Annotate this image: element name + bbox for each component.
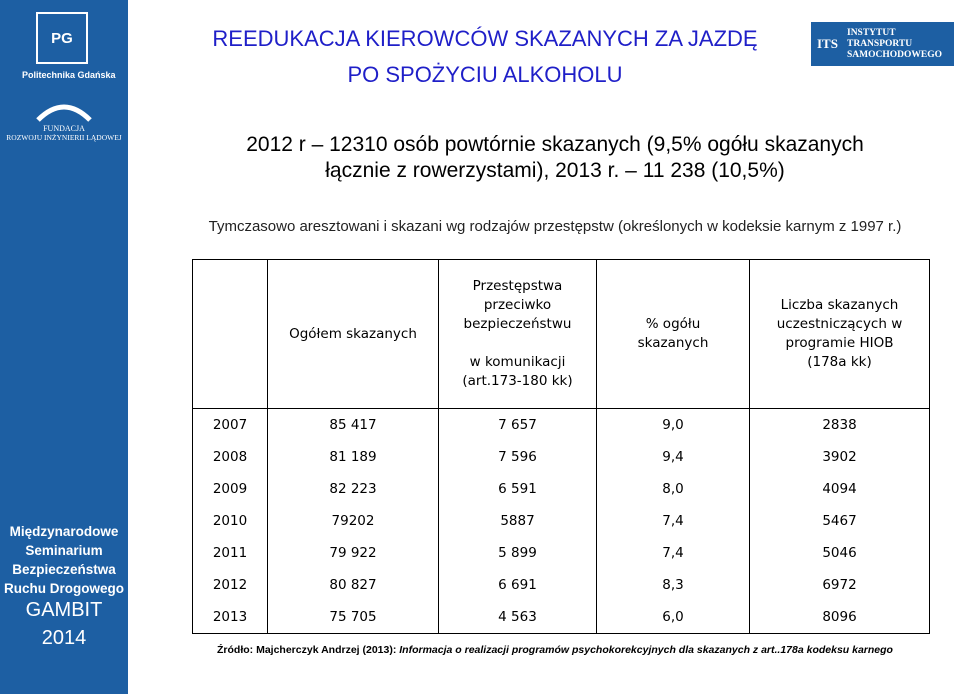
- table-caption: Tymczasowo aresztowani i skazani wg rodzajów przestępstw (określonych w kodeksie karnym z 1997 r.): [208, 218, 902, 235]
- header-crimes-line: bezpieczeństwu: [463, 316, 572, 332]
- header-crimes-line: (art.173-180 kk): [462, 373, 573, 389]
- table-row: [193, 601, 930, 634]
- seminar-line: Bezpieczeństwa: [12, 562, 116, 577]
- header-year: [193, 260, 268, 409]
- cell-year: 2013: [193, 601, 268, 634]
- cell-total: 82 223: [268, 473, 439, 505]
- cell-hiob: 3902: [750, 441, 930, 473]
- cell-crimes: 5887: [439, 505, 597, 537]
- seminar-line: Seminarium: [25, 543, 103, 558]
- foundation-arc-icon: [34, 100, 94, 122]
- cell-year: 2012: [193, 569, 268, 601]
- cell-total: 79 922: [268, 537, 439, 569]
- cell-percent: 8,3: [597, 569, 750, 601]
- cell-hiob: 2838: [750, 409, 930, 442]
- cell-percent: 8,0: [597, 473, 750, 505]
- pg-logo-caption: Politechnika Gdańska: [22, 70, 116, 80]
- cell-year: 2008: [193, 441, 268, 473]
- cell-total: 79202: [268, 505, 439, 537]
- its-mark-icon: ITS: [817, 36, 838, 51]
- cell-percent: 7,4: [597, 505, 750, 537]
- table-row: [193, 441, 930, 473]
- headline-line1: 2012 r – 12310 osób powtórnie skazanych (9,5% ogółu skazanych: [246, 133, 864, 156]
- table-row: [193, 537, 930, 569]
- cell-percent: 9,0: [597, 409, 750, 442]
- cell-hiob: 5467: [750, 505, 930, 537]
- cell-total: 75 705: [268, 601, 439, 634]
- source-prefix: Źródło: Majcherczyk Andrzej (2013):: [217, 644, 400, 656]
- cell-crimes: 7 596: [439, 441, 597, 473]
- cell-year: 2007: [193, 409, 268, 442]
- header-hiob-line: (178a kk): [807, 354, 872, 370]
- cell-hiob: 4094: [750, 473, 930, 505]
- header-hiob: [750, 260, 930, 409]
- page-title-line1: REEDUKACJA KIEROWCÓW SKAZANYCH ZA JAZDĘ: [212, 26, 758, 51]
- statistics-table: [192, 259, 930, 634]
- source-title: Informacja o realizacji programów psychokorekcyjnych dla skazanych z art..178a kodeksu karnego: [399, 644, 893, 656]
- pg-emblem-icon: PG: [36, 12, 88, 64]
- table-row: [193, 505, 930, 537]
- headline-line2: łącznie z rowerzystami), 2013 r. – 11 238 (10,5%): [325, 159, 785, 182]
- gambit-name: GAMBIT: [25, 599, 103, 621]
- table-row: [193, 569, 930, 601]
- cell-year: 2009: [193, 473, 268, 505]
- table-row: [193, 473, 930, 505]
- its-logo-line: SAMOCHODOWEGO: [847, 49, 943, 60]
- cell-total: 85 417: [268, 409, 439, 442]
- header-hiob-line: Liczba skazanych: [780, 297, 899, 313]
- table-header-row: [193, 260, 930, 409]
- cell-percent: 7,4: [597, 537, 750, 569]
- cell-crimes: 6 691: [439, 569, 597, 601]
- foundation-line1: FUNDACJA: [43, 124, 85, 133]
- politechnika-gdanska-logo: [22, 12, 116, 92]
- its-logo-line: TRANSPORTU: [847, 38, 913, 49]
- cell-total: 80 827: [268, 569, 439, 601]
- cell-percent: 9,4: [597, 441, 750, 473]
- foundation-line2: ROZWOJU INŻYNIERII LĄDOWEJ: [6, 133, 122, 142]
- header-hiob-line: uczestniczących w: [776, 316, 903, 332]
- header-crimes-line: w komunikacji: [469, 354, 566, 370]
- cell-hiob: 8096: [750, 601, 930, 634]
- header-crimes-line: przeciwko: [483, 297, 552, 313]
- cell-crimes: 7 657: [439, 409, 597, 442]
- cell-crimes: 6 591: [439, 473, 597, 505]
- header-crimes-spacer: [445, 334, 590, 353]
- cell-crimes: 4 563: [439, 601, 597, 634]
- cell-hiob: 6972: [750, 569, 930, 601]
- cell-year: 2011: [193, 537, 268, 569]
- header-crimes: [439, 260, 597, 409]
- cell-total: 81 189: [268, 441, 439, 473]
- cell-hiob: 5046: [750, 537, 930, 569]
- page-title-line2: PO SPOŻYCIU ALKOHOLU: [347, 62, 623, 87]
- header-total: Ogółem skazanych: [268, 260, 439, 409]
- its-logo-line: INSTYTUT: [847, 27, 896, 38]
- gambit-label: [0, 596, 128, 652]
- foundation-logo: [4, 100, 124, 142]
- gambit-year: 2014: [41, 627, 87, 649]
- header-hiob-line: programie HIOB: [785, 335, 894, 351]
- header-percent-line: skazanych: [637, 335, 709, 351]
- seminar-line: Międzynarodowe: [9, 524, 119, 539]
- cell-crimes: 5 899: [439, 537, 597, 569]
- seminar-line: Ruchu Drogowego: [4, 581, 124, 596]
- header-crimes-line: Przestępstwa: [472, 278, 563, 294]
- cell-percent: 6,0: [597, 601, 750, 634]
- sidebar: [0, 0, 128, 694]
- header-percent: [597, 260, 750, 409]
- seminar-name: [0, 522, 128, 598]
- cell-year: 2010: [193, 505, 268, 537]
- source-note: [150, 644, 960, 656]
- its-logo: [811, 22, 954, 66]
- header-percent-line: % ogółu: [645, 316, 701, 332]
- table-row: [193, 409, 930, 442]
